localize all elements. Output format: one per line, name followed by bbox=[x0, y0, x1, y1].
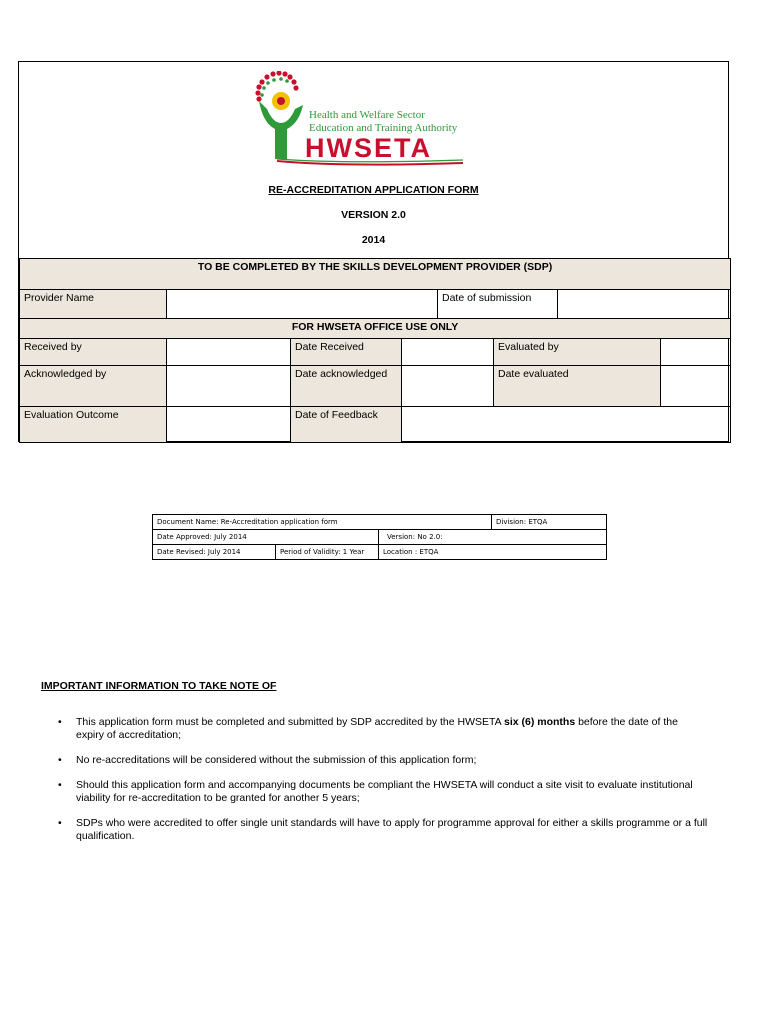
hwseta-logo bbox=[237, 71, 467, 167]
evaluated-by-field[interactable] bbox=[661, 339, 731, 366]
doc-validity-cell: Period of Validity: 1 Year bbox=[276, 545, 379, 560]
logo-acronym: HWSETA bbox=[305, 133, 432, 163]
bullet-icon: • bbox=[58, 754, 62, 766]
note-text: This application form must be completed and submitted by SDP accredited by the HWSETA bbox=[76, 716, 504, 728]
acknowledged-by-label: Acknowledged by bbox=[20, 366, 167, 407]
evaluation-outcome-field[interactable] bbox=[167, 407, 291, 443]
doc-name-cell: Document Name: Re-Accreditation application form bbox=[153, 515, 492, 530]
application-form bbox=[18, 61, 729, 442]
logo-org-line2: Education and Training Authority bbox=[309, 122, 458, 134]
form-fields-table bbox=[19, 258, 731, 443]
form-title: RE-ACCREDITATION APPLICATION FORM bbox=[268, 184, 479, 196]
form-year: 2014 bbox=[361, 234, 386, 246]
office-use-heading: FOR HWSETA OFFICE USE ONLY bbox=[20, 319, 731, 339]
evaluated-by-label: Evaluated by bbox=[494, 339, 661, 366]
form-version: VERSION 2.0 bbox=[341, 209, 406, 221]
doc-date-approved-cell: Date Approved: July 2014 bbox=[153, 530, 379, 545]
date-submission-label: Date of submission bbox=[438, 290, 558, 319]
doc-division-cell: Division: ETQA bbox=[492, 515, 607, 530]
date-received-field[interactable] bbox=[402, 339, 494, 366]
date-acknowledged-field[interactable] bbox=[402, 366, 494, 407]
date-received-label: Date Received bbox=[291, 339, 402, 366]
date-feedback-field[interactable] bbox=[402, 407, 731, 443]
bullet-icon: • bbox=[58, 779, 62, 791]
date-acknowledged-label: Date acknowledged bbox=[291, 366, 402, 407]
list-item bbox=[58, 716, 708, 742]
provider-name-label: Provider Name bbox=[20, 290, 167, 319]
sdp-section-heading: TO BE COMPLETED BY THE SKILLS DEVELOPMENT PROVIDER (SDP) bbox=[20, 259, 731, 290]
received-by-label: Received by bbox=[20, 339, 167, 366]
date-feedback-label: Date of Feedback bbox=[291, 407, 402, 443]
doc-location-cell: Location : ETQA bbox=[379, 545, 607, 560]
doc-version-cell: Version: No 2.0: bbox=[379, 530, 607, 545]
logo-org-line1: Health and Welfare Sector bbox=[309, 109, 425, 121]
notes-heading: IMPORTANT INFORMATION TO TAKE NOTE OF bbox=[41, 680, 277, 692]
bullet-icon: • bbox=[58, 817, 62, 829]
note-emphasis: six (6) months bbox=[503, 716, 576, 728]
note-text: No re-accreditations will be considered without the submission of this application form; bbox=[76, 754, 477, 766]
date-submission-field[interactable] bbox=[558, 290, 731, 319]
list-item bbox=[58, 754, 708, 767]
date-evaluated-label: Date evaluated bbox=[494, 366, 661, 407]
document-control-table bbox=[152, 514, 607, 560]
form-header bbox=[19, 62, 728, 259]
received-by-field[interactable] bbox=[167, 339, 291, 366]
note-text: before the date of the expiry of accreditation; bbox=[76, 716, 678, 741]
note-text: SDPs who were accredited to offer single unit standards will have to apply for programme approval for either a skills programme or a full qualification. bbox=[76, 817, 708, 842]
note-text: Should this application form and accompanying documents be compliant the HWSETA will conduct a site visit to evaluate institutional viability for re-accreditation to be granted for another 5 years; bbox=[76, 779, 693, 804]
provider-name-field[interactable] bbox=[167, 290, 438, 319]
doc-date-revised-cell: Date Revised: July 2014 bbox=[153, 545, 276, 560]
acknowledged-by-field[interactable] bbox=[167, 366, 291, 407]
evaluation-outcome-label: Evaluation Outcome bbox=[20, 407, 167, 443]
notes-list bbox=[58, 716, 708, 855]
bullet-icon: • bbox=[58, 716, 62, 728]
list-item bbox=[58, 817, 708, 843]
date-evaluated-field[interactable] bbox=[661, 366, 731, 407]
list-item bbox=[58, 779, 708, 805]
